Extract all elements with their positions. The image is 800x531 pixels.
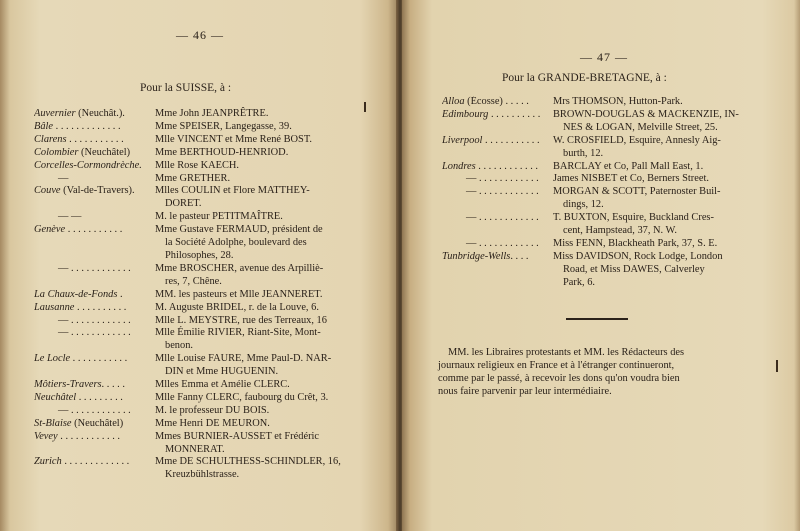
place-name: Colombier — [34, 146, 79, 158]
entry-place — [34, 173, 152, 186]
entry-line: Mlle Fanny CLERC, faubourg du Crêt, 3. — [155, 391, 329, 403]
entry-line: BARCLAY et Co, Pall Mall East, 1. — [553, 160, 704, 172]
entry-line: Mlle L. MEYSTRE, rue des Terreaux, 16 — [155, 314, 327, 326]
closing-line: nous faire parvenir par leur intermédiaire. — [438, 386, 612, 397]
closing-line: comme par le passé, à recevoir les dons qu'on voudra bien — [438, 373, 680, 384]
entry-place — [442, 109, 550, 122]
place-suffix: — . . . . . . . . . . . . — [58, 262, 131, 274]
entry-line: Road, et Miss DAWES, Calverley — [563, 263, 705, 275]
place-suffix: . . . . — [510, 250, 529, 262]
entry-names — [550, 186, 754, 212]
closing-line: journaux religieux en France et à l'étranger continueront, — [438, 360, 675, 371]
entry-line: MONNERAT. — [165, 443, 225, 455]
place-name: Bâle — [34, 120, 54, 132]
entry-line: Miss DAVIDSON, Rock Lodge, London — [553, 250, 723, 262]
entry-list-grande-bretagne — [442, 96, 754, 290]
entry-names — [152, 392, 356, 405]
entry-line: M. le professeur DU BOIS. — [155, 404, 270, 416]
entry-line: Miss FENN, Blackheath Park, 37, S. E. — [553, 237, 718, 249]
entry-names — [550, 109, 754, 135]
place-suffix: . . . . . . . . . . — [74, 301, 127, 313]
entry-line: DORET. — [165, 198, 202, 210]
entry-place — [34, 431, 152, 444]
entry-line: W. CROSFIELD, Esquire, Annesly Aig- — [553, 134, 721, 146]
entry-place — [34, 263, 152, 276]
place-suffix: . . . . . . . . . . — [488, 108, 541, 120]
place-suffix: . . . . . . . . . — [76, 391, 123, 403]
place-suffix: (Écosse) . . . . . — [464, 96, 529, 107]
closing-paragraph — [438, 346, 756, 398]
entry-line: Mlle VINCENT et Mme René BOST. — [155, 133, 313, 145]
entry-line: BROWN-DOUGLAS & MACKENZIE, IN- — [553, 108, 739, 120]
entry-line: MM. les pasteurs et Mlle JEANNERET. — [155, 288, 323, 300]
entry-place — [442, 251, 550, 264]
entry-line: cent, Hampstead, 37, N. W. — [563, 225, 677, 237]
place-name: La Chaux-de-Fonds — [34, 288, 118, 300]
entry-names — [152, 315, 356, 328]
entry-place — [34, 353, 152, 366]
entry-names — [152, 327, 356, 353]
entry-line: M. le pasteur PETITMAÎTRE. — [155, 211, 283, 223]
entry-names — [152, 456, 356, 482]
entry-line: Mme SPEISER, Langegasse, 39. — [155, 120, 292, 132]
directory-entry — [34, 302, 356, 315]
entry-names — [152, 418, 356, 431]
entry-names — [152, 224, 356, 263]
place-suffix: . — [117, 288, 123, 300]
directory-entry — [34, 185, 356, 211]
entry-place — [34, 302, 152, 315]
separator-rule — [566, 318, 628, 320]
entry-names — [152, 211, 356, 224]
directory-entry — [34, 263, 356, 289]
place-suffix: (Neuchâtel) — [71, 417, 124, 429]
place-name: Londres — [442, 160, 476, 172]
directory-entry — [34, 224, 356, 263]
entry-line: Mlle Rose KAECH. — [155, 159, 239, 171]
entry-place — [34, 456, 152, 469]
place-suffix: . . . . . . . . . . . — [70, 353, 128, 365]
entry-names — [550, 135, 754, 161]
entry-place — [34, 315, 152, 328]
directory-entry — [442, 173, 754, 186]
directory-entry — [442, 251, 754, 290]
entry-place — [34, 392, 152, 405]
place-suffix: — . . . . . . . . . . . . — [58, 404, 131, 416]
directory-entry — [34, 173, 356, 186]
entry-line: burth, 12. — [563, 147, 604, 159]
directory-entry — [442, 109, 754, 135]
entry-line: DIN et Mme HUGUENIN. — [165, 366, 279, 378]
directory-entry — [442, 96, 754, 109]
entry-line: Mlle Louise FAURE, Mme Paul-D. NAR- — [155, 353, 332, 365]
entry-names — [152, 160, 356, 173]
entry-place — [34, 289, 152, 302]
entry-line: Mrs THOMSON, Hutton-Park. — [553, 96, 683, 107]
page-number-right: — 47 — — [580, 50, 628, 64]
directory-entry — [442, 212, 754, 238]
place-suffix: — . . . . . . . . . . . . — [466, 186, 539, 198]
directory-entry — [34, 121, 356, 134]
place-suffix: . . . . . . . . . . . — [66, 133, 124, 145]
entry-line: M. Auguste BRIDEL, r. de la Louve, 6. — [155, 301, 319, 313]
entry-line: Mmes BURNIER-AUSSET et Frédéric — [155, 430, 320, 442]
entry-place — [34, 211, 152, 224]
entry-place — [34, 147, 152, 160]
directory-entry — [442, 161, 754, 174]
place-suffix: . . . . . . . . . . . — [482, 134, 540, 146]
directory-entry — [34, 160, 356, 173]
heading-grande-bretagne: Pour la GRANDE-BRETAGNE, à : — [502, 72, 667, 84]
entry-names — [152, 405, 356, 418]
place-name: Tunbridge-Wells — [442, 250, 511, 262]
entry-names — [152, 185, 356, 211]
entry-line: dings, 12. — [563, 199, 604, 211]
place-suffix: . . . . . . . . . . . — [65, 224, 123, 236]
entry-names — [152, 379, 356, 392]
entry-place — [34, 134, 152, 147]
directory-entry — [34, 211, 356, 224]
place-name: Alloa — [442, 96, 465, 107]
entry-line: Mme GRETHER. — [155, 172, 231, 184]
entry-place — [34, 405, 152, 418]
directory-entry — [34, 108, 356, 121]
entry-place — [34, 160, 152, 173]
entry-line: Mme John JEANPRÊTRE. — [155, 108, 269, 119]
directory-entry — [34, 379, 356, 392]
entry-names — [152, 289, 356, 302]
directory-entry — [34, 392, 356, 405]
entry-line: la Société Adolphe, boulevard des — [165, 237, 307, 249]
entry-line: Mme Gustave FERMAUD, président de — [155, 224, 323, 236]
entry-names — [152, 353, 356, 379]
entry-place — [34, 327, 152, 340]
directory-entry — [34, 405, 356, 418]
right-page — [402, 0, 800, 531]
entry-list-suisse — [34, 108, 356, 482]
place-suffix: — — [58, 172, 69, 184]
directory-entry — [34, 353, 356, 379]
entry-place — [34, 224, 152, 237]
entry-names — [152, 121, 356, 134]
directory-entry — [442, 135, 754, 161]
entry-place — [34, 379, 152, 392]
entry-line: Mlle Émilie RIVIER, Riant-Site, Mont- — [155, 327, 321, 339]
entry-line: Mme Henri DE MEURON. — [155, 417, 270, 429]
place-name: St-Blaise — [34, 417, 72, 429]
entry-line: Kreuzbühlstrasse. — [165, 469, 240, 481]
entry-names — [152, 147, 356, 160]
directory-entry — [34, 147, 356, 160]
ink-mark — [776, 360, 778, 372]
entry-place — [442, 135, 550, 148]
entry-names — [152, 173, 356, 186]
entry-place — [442, 238, 550, 251]
entry-place — [442, 173, 550, 186]
entry-line: Mme DE SCHULTHESS-SCHINDLER, 16, — [155, 456, 341, 468]
directory-entry — [34, 431, 356, 457]
entry-line: Mlles COULIN et Flore MATTHEY- — [155, 185, 310, 197]
place-suffix: . . . . . . . . . . . . — [57, 430, 120, 442]
place-suffix: — . . . . . . . . . . . . — [466, 237, 539, 249]
entry-line: benon. — [165, 340, 193, 352]
directory-entry — [442, 186, 754, 212]
entry-names — [152, 108, 356, 121]
left-page — [0, 0, 398, 531]
entry-line: Mlles Emma et Amélie CLERC. — [155, 379, 290, 391]
place-name: Vevey — [34, 430, 58, 442]
entry-line: Park, 6. — [563, 276, 596, 288]
closing-line: MM. les Libraires protestants et MM. les Rédacteurs des — [448, 347, 685, 358]
place-name: Corcelles-Cormondrèche. — [34, 159, 142, 171]
place-name: Zurich — [34, 456, 62, 468]
entry-place — [442, 186, 550, 199]
entry-names — [550, 161, 754, 174]
place-suffix: . . . . . . . . . . . . . — [61, 456, 130, 468]
place-name: Liverpool — [442, 134, 483, 146]
entry-place — [442, 96, 550, 109]
page-number-left: — 46 — — [176, 28, 224, 42]
directory-entry — [34, 315, 356, 328]
entry-line: Philosophes, 28. — [165, 249, 234, 261]
entry-names — [152, 431, 356, 457]
place-name: Neuchâtel — [34, 391, 77, 403]
entry-line: Mme BERTHOUD-HENRIOD. — [155, 146, 289, 158]
entry-place — [34, 418, 152, 431]
entry-line: res, 7, Chêne. — [165, 275, 222, 287]
directory-entry — [34, 456, 356, 482]
place-name: Edimbourg — [442, 108, 489, 120]
place-name: Couve — [34, 185, 61, 197]
place-name: Genève — [34, 224, 66, 236]
entry-place — [442, 161, 550, 174]
directory-entry — [34, 327, 356, 353]
place-suffix: . . . . . . . . . . . . — [475, 160, 539, 172]
place-suffix: — . . . . . . . . . . . . — [466, 212, 539, 224]
directory-entry — [34, 418, 356, 431]
place-name: Auvernier — [34, 108, 76, 119]
entry-names — [152, 263, 356, 289]
place-suffix: — — — [58, 211, 82, 223]
place-suffix: . . . . . . . . . . . . . — [53, 120, 121, 132]
entry-place — [34, 185, 152, 198]
entry-names — [550, 96, 754, 109]
directory-entry — [34, 134, 356, 147]
entry-place — [34, 108, 152, 121]
place-suffix: — . . . . . . . . . . . . — [466, 173, 539, 185]
heading-suisse: Pour la SUISSE, à : — [140, 82, 232, 94]
entry-line: T. BUXTON, Esquire, Buckland Cres- — [553, 212, 714, 224]
place-suffix: (Neuchâtel) — [78, 146, 131, 158]
directory-entry — [442, 238, 754, 251]
place-suffix: (Val-de-Travers). — [60, 185, 135, 197]
entry-line: MORGAN & SCOTT, Paternoster Buil- — [553, 186, 721, 198]
entry-line: James NISBET et Co, Berners Street. — [553, 173, 709, 185]
place-suffix: — . . . . . . . . . . . . — [58, 314, 131, 326]
entry-place — [442, 212, 550, 225]
entry-names — [550, 212, 754, 238]
entry-line: Mme BROSCHER, avenue des Arpilliè- — [155, 262, 324, 274]
place-suffix: — . . . . . . . . . . . . — [58, 327, 131, 339]
ink-mark — [364, 102, 366, 112]
entry-names — [550, 238, 754, 251]
entry-names — [152, 302, 356, 315]
place-name: Le Locle — [34, 353, 71, 365]
place-suffix: . . . . . — [101, 379, 125, 391]
place-name: Môtiers-Travers — [34, 379, 102, 391]
entry-names — [152, 134, 356, 147]
entry-place — [34, 121, 152, 134]
entry-names — [550, 251, 754, 290]
place-suffix: (Neuchât.). — [75, 108, 125, 119]
place-name: Clarens — [34, 133, 67, 145]
entry-names — [550, 173, 754, 186]
entry-line: NES & LOGAN, Melville Street, 25. — [563, 121, 718, 133]
place-name: Lausanne — [34, 301, 75, 313]
directory-entry — [34, 289, 356, 302]
